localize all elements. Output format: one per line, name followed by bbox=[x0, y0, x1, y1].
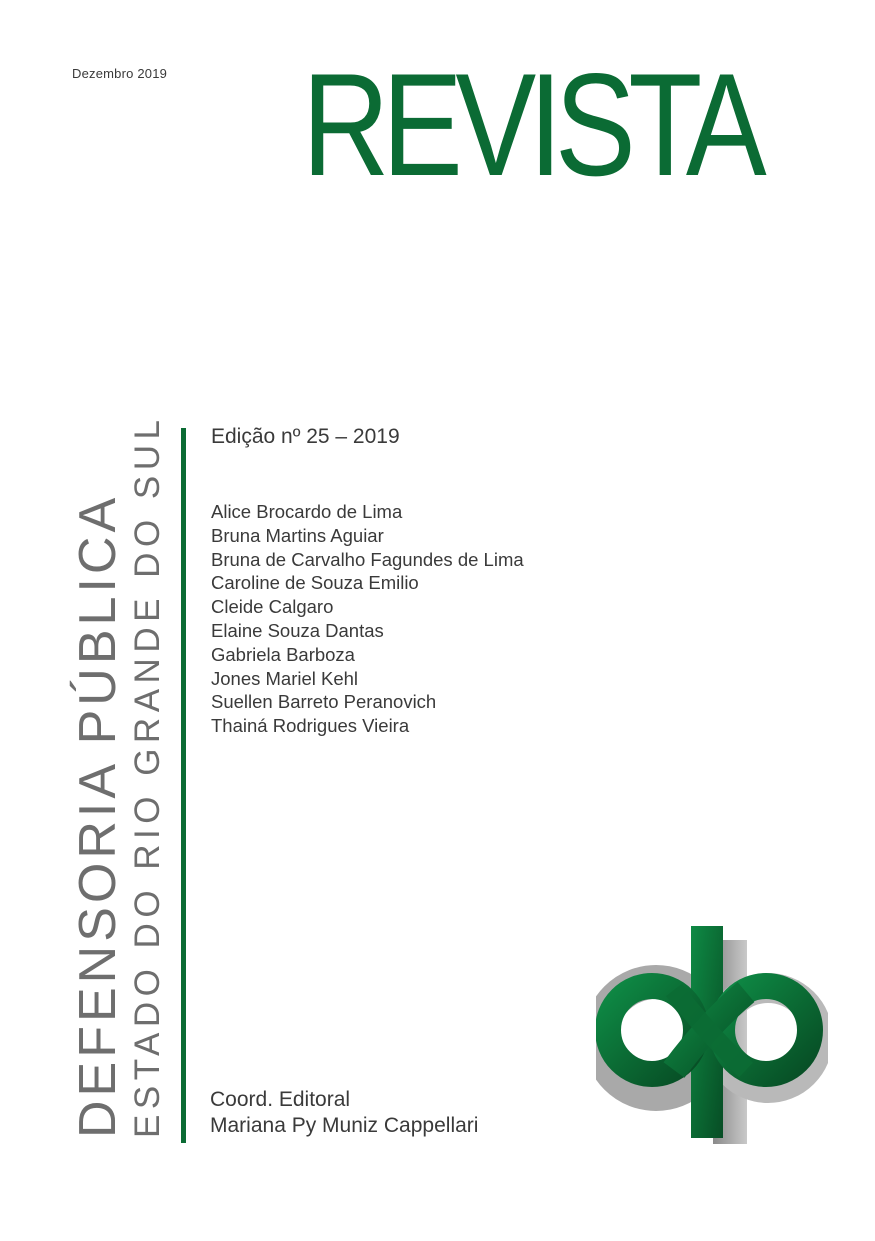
list-item: Gabriela Barboza bbox=[211, 643, 355, 665]
list-item: Bruna de Carvalho Fagundes de Lima bbox=[211, 548, 524, 570]
issue-date: Dezembro 2019 bbox=[72, 66, 168, 81]
state-name: ESTADO DO RIO GRANDE DO SUL bbox=[128, 414, 167, 1138]
list-item: Cleide Calgaro bbox=[211, 596, 334, 618]
author-list bbox=[211, 500, 524, 738]
masthead-title: REVISTA bbox=[302, 43, 760, 206]
list-item: Suellen Barreto Peranovich bbox=[211, 691, 437, 713]
vertical-divider bbox=[181, 428, 186, 1143]
list-item: Elaine Souza Dantas bbox=[211, 619, 384, 641]
institution-name: DEFENSORIA PÚBLICA bbox=[69, 493, 127, 1138]
coordination-label: Coord. Editoral bbox=[210, 1088, 351, 1111]
list-item: Jones Mariel Kehl bbox=[211, 667, 359, 689]
list-item: Thainá Rodrigues Vieira bbox=[211, 715, 410, 737]
edition-label: Edição nº 25 – 2019 bbox=[211, 425, 400, 448]
list-item: Caroline de Souza Emilio bbox=[211, 572, 419, 594]
dp-logo-icon bbox=[596, 924, 828, 1146]
list-item: Bruna Martins Aguiar bbox=[211, 524, 384, 546]
vertical-title-block bbox=[62, 414, 172, 1142]
coordinator-name: Mariana Py Muniz Cappellari bbox=[210, 1114, 479, 1137]
list-item: Alice Brocardo de Lima bbox=[211, 501, 403, 522]
